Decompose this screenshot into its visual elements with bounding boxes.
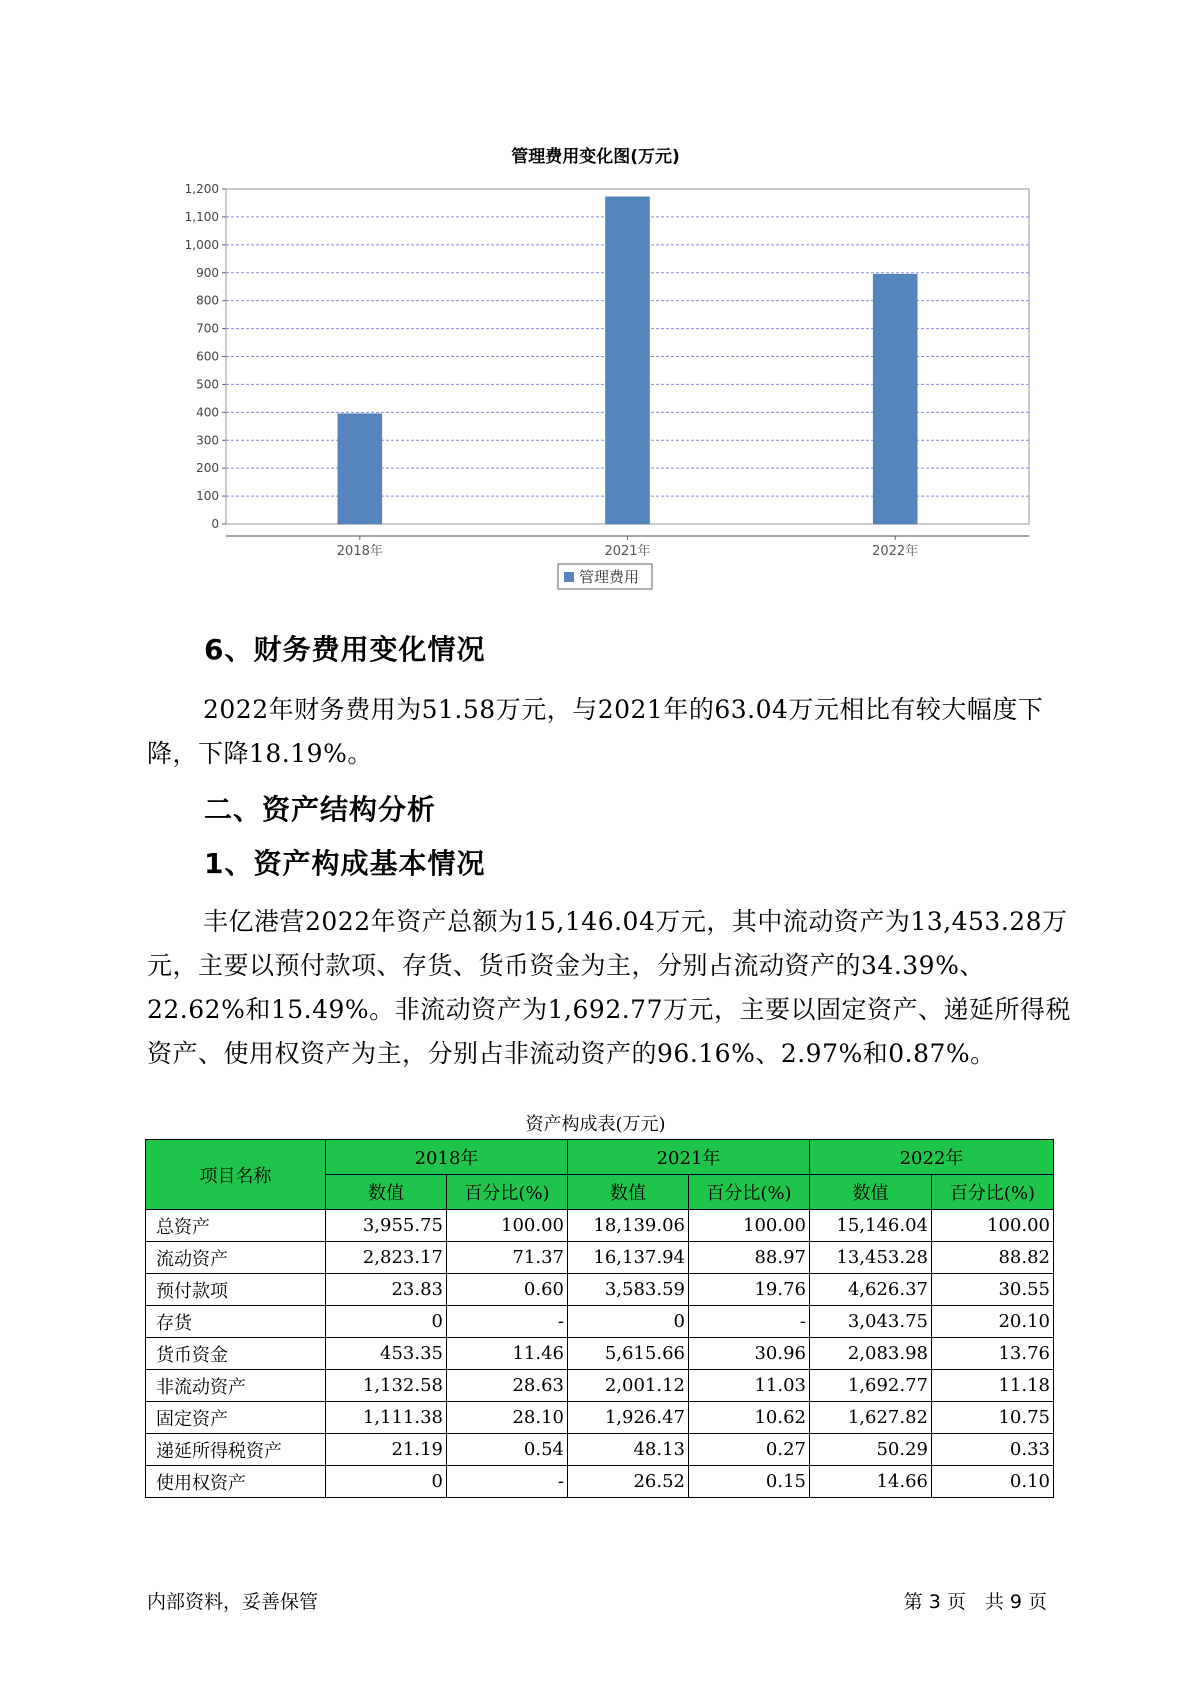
bar <box>873 274 917 524</box>
row-name: 使用权资产 <box>146 1466 326 1498</box>
cell-value: 15,146.04 <box>810 1210 932 1242</box>
cell-value: 48.13 <box>568 1434 689 1466</box>
cell-percent: 11.18 <box>932 1370 1054 1402</box>
cell-percent: - <box>689 1306 810 1338</box>
y-tick-label: 800 <box>196 293 219 308</box>
table-row <box>146 1242 1054 1274</box>
cell-value: 2,083.98 <box>810 1338 932 1370</box>
row-name: 存货 <box>146 1306 326 1338</box>
cell-percent: 0.15 <box>689 1466 810 1498</box>
cell-value: 1,111.38 <box>326 1402 447 1434</box>
legend-label: 管理费用 <box>579 568 640 586</box>
chart-title: 管理费用变化图(万元) <box>511 147 680 167</box>
cell-value: 5,615.66 <box>568 1338 689 1370</box>
cell-value: 16,137.94 <box>568 1242 689 1274</box>
header-item-name: 项目名称 <box>146 1140 326 1210</box>
asset-table <box>145 1139 1054 1498</box>
legend-swatch <box>564 572 574 582</box>
y-tick-label: 1,100 <box>184 209 219 224</box>
cell-value: 453.35 <box>326 1338 447 1370</box>
cell-percent: - <box>447 1466 568 1498</box>
bar <box>606 197 650 524</box>
cell-value: 0 <box>326 1466 447 1498</box>
header-percent: 百分比(%) <box>689 1175 810 1210</box>
header-percent: 百分比(%) <box>447 1175 568 1210</box>
table-row <box>146 1274 1054 1306</box>
table-body <box>146 1210 1054 1498</box>
cell-value: 23.83 <box>326 1274 447 1306</box>
footer-page-number: 第 3 页 共 9 页 <box>903 1591 1047 1613</box>
y-tick-label: 1,000 <box>184 237 219 252</box>
management-expense-chart <box>0 0 1191 600</box>
row-name: 非流动资产 <box>146 1370 326 1402</box>
cell-value: 2,823.17 <box>326 1242 447 1274</box>
asset-heading: 二、资产结构分析 <box>204 793 437 826</box>
cell-percent: 13.76 <box>932 1338 1054 1370</box>
cell-value: 0 <box>568 1306 689 1338</box>
cell-percent: 11.46 <box>447 1338 568 1370</box>
cell-percent: 100.00 <box>932 1210 1054 1242</box>
y-tick-label: 700 <box>196 321 219 336</box>
cell-value: 2,001.12 <box>568 1370 689 1402</box>
cell-value: 3,955.75 <box>326 1210 447 1242</box>
y-tick-label: 1,200 <box>184 182 219 196</box>
y-tick-label: 900 <box>196 265 219 280</box>
row-name: 流动资产 <box>146 1242 326 1274</box>
header-value: 数值 <box>568 1175 689 1210</box>
cell-value: 1,692.77 <box>810 1370 932 1402</box>
table-row <box>146 1402 1054 1434</box>
header-value: 数值 <box>326 1175 447 1210</box>
header-value: 数值 <box>810 1175 932 1210</box>
y-tick-label: 600 <box>196 349 219 364</box>
table-row <box>146 1370 1054 1402</box>
cell-value: 4,626.37 <box>810 1274 932 1306</box>
cell-value: 0 <box>326 1306 447 1338</box>
cell-value: 1,132.58 <box>326 1370 447 1402</box>
cell-percent: 10.62 <box>689 1402 810 1434</box>
row-name: 货币资金 <box>146 1338 326 1370</box>
bar <box>338 414 382 524</box>
table-row <box>146 1338 1054 1370</box>
y-tick-label: 0 <box>211 517 219 531</box>
cell-percent: 30.55 <box>932 1274 1054 1306</box>
finance-paragraph: 2022年财务费用为51.58万元，与2021年的63.04万元相比有较大幅度下降，下降18.19%。 <box>147 695 1044 768</box>
y-tick-label: 500 <box>196 377 219 392</box>
cell-value: 14.66 <box>810 1466 932 1498</box>
x-tick-label: 2018年 <box>336 544 383 559</box>
cell-value: 26.52 <box>568 1466 689 1498</box>
cell-percent: 0.33 <box>932 1434 1054 1466</box>
cell-percent: 100.00 <box>447 1210 568 1242</box>
y-tick-label: 400 <box>196 405 219 420</box>
row-name: 固定资产 <box>146 1402 326 1434</box>
x-tick-label: 2021年 <box>604 544 651 559</box>
cell-value: 13,453.28 <box>810 1242 932 1274</box>
header-year: 2022年 <box>810 1140 1054 1175</box>
cell-percent: 28.10 <box>447 1402 568 1434</box>
cell-value: 1,926.47 <box>568 1402 689 1434</box>
cell-percent: 71.37 <box>447 1242 568 1274</box>
table-row <box>146 1306 1054 1338</box>
cell-value: 3,583.59 <box>568 1274 689 1306</box>
cell-percent: 19.76 <box>689 1274 810 1306</box>
cell-percent: 88.82 <box>932 1242 1054 1274</box>
header-percent: 百分比(%) <box>932 1175 1054 1210</box>
row-name: 递延所得税资产 <box>146 1434 326 1466</box>
y-tick-label: 300 <box>196 433 219 448</box>
cell-value: 18,139.06 <box>568 1210 689 1242</box>
cell-percent: 20.10 <box>932 1306 1054 1338</box>
header-year: 2018年 <box>326 1140 568 1175</box>
table-row <box>146 1210 1054 1242</box>
cell-value: 3,043.75 <box>810 1306 932 1338</box>
finance-heading: 6、财务费用变化情况 <box>204 633 486 666</box>
table-row <box>146 1466 1054 1498</box>
table-title: 资产构成表(万元) <box>525 1114 666 1135</box>
cell-percent: 11.03 <box>689 1370 810 1402</box>
cell-percent: - <box>447 1306 568 1338</box>
asset-sub-heading: 1、资产构成基本情况 <box>204 847 486 880</box>
row-name: 预付款项 <box>146 1274 326 1306</box>
y-tick-label: 200 <box>196 461 219 476</box>
row-name: 总资产 <box>146 1210 326 1242</box>
cell-percent: 10.75 <box>932 1402 1054 1434</box>
header-year: 2021年 <box>568 1140 810 1175</box>
cell-value: 1,627.82 <box>810 1402 932 1434</box>
cell-value: 21.19 <box>326 1434 447 1466</box>
cell-percent: 100.00 <box>689 1210 810 1242</box>
y-tick-label: 100 <box>196 489 219 504</box>
asset-paragraph: 丰亿港营2022年资产总额为15,146.04万元，其中流动资产为13,453.28万元，主要以预付款项、存货、货币资金为主，分别占流动资产的34.39%、22.62%和15.49%。非流动资产为1,692.77万元，主要以固定资产、递延所得税资产、使用权资产为主，分别占非流动资产的96.16%、2.97%和0.87%。 <box>147 907 1071 1068</box>
table-row <box>146 1434 1054 1466</box>
cell-percent: 88.97 <box>689 1242 810 1274</box>
cell-percent: 28.63 <box>447 1370 568 1402</box>
footer-confidential: 内部资料，妥善保管 <box>147 1591 319 1613</box>
cell-percent: 0.54 <box>447 1434 568 1466</box>
cell-percent: 0.10 <box>932 1466 1054 1498</box>
cell-percent: 0.27 <box>689 1434 810 1466</box>
x-tick-label: 2022年 <box>872 544 919 559</box>
cell-value: 50.29 <box>810 1434 932 1466</box>
cell-percent: 0.60 <box>447 1274 568 1306</box>
cell-percent: 30.96 <box>689 1338 810 1370</box>
